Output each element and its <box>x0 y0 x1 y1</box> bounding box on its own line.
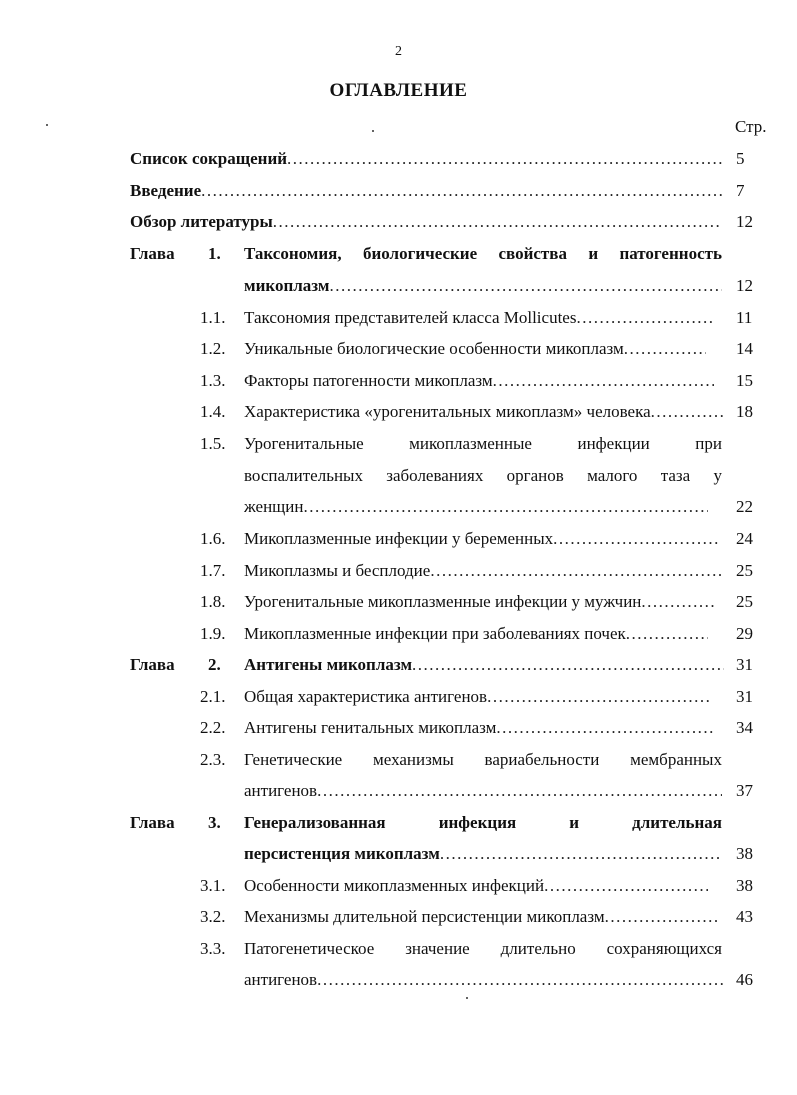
chapter-title-line[interactable]: Антигены микоплазм ..... <box>244 649 724 680</box>
toc-entry-text: Введение <box>130 181 202 200</box>
page-title: ОГЛАВЛЕНИЕ <box>329 80 468 101</box>
toc-entry-page: 37 <box>736 781 753 800</box>
section-number: 3.1. <box>200 876 226 895</box>
chapter-number: 1. <box>208 244 221 263</box>
toc-entry-introduction[interactable] <box>130 175 722 206</box>
toc-section-1-5-line2[interactable]: воспалительных заболеваниях органов малого таза у <box>244 466 722 485</box>
chapter-number: 3. <box>208 813 221 832</box>
chapter-label: Глава <box>130 655 175 674</box>
chapter-number: 2. <box>208 655 221 674</box>
toc-section-1-5-line3[interactable]: женщин ..... <box>244 491 708 522</box>
section-number: 3.3. <box>200 939 226 958</box>
chapter-title-line[interactable]: микоплазм ..... <box>244 270 722 301</box>
page-number: 2 <box>395 44 402 59</box>
toc-entry-page: 34 <box>736 718 753 737</box>
toc-entry-page: 7 <box>736 181 745 200</box>
toc-entry-page: 31 <box>736 687 753 706</box>
toc-entry-text: Список сокращений <box>130 149 288 168</box>
toc-entry-page: 31 <box>736 655 753 674</box>
toc-entry-page: 25 <box>736 592 753 611</box>
toc-section-3-2[interactable]: Механизмы длительной персистенции микоплазм ..... <box>244 901 720 932</box>
scan-speck <box>372 130 374 132</box>
section-number: 1.9. <box>200 624 226 643</box>
toc-section-1-6[interactable]: Микоплазменные инфекции у беременных ..... <box>244 523 720 554</box>
toc-entry-page: 43 <box>736 907 753 926</box>
toc-entry-page: 18 <box>736 402 753 421</box>
toc-entry-page: 38 <box>736 876 753 895</box>
toc-entry-page: 12 <box>736 212 753 231</box>
section-number: 1.6. <box>200 529 226 548</box>
toc-entry-page: 14 <box>736 339 753 358</box>
toc-section-2-3-line1[interactable]: Генетические механизмы вариабельности мембранных <box>244 750 722 769</box>
toc-entry-page: 46 <box>736 970 753 989</box>
section-number: 1.3. <box>200 371 226 390</box>
section-number: 3.2. <box>200 907 226 926</box>
toc-entry-page: 11 <box>736 308 753 327</box>
toc-section-1-8[interactable]: Урогенитальные микоплазменные инфекции у мужчин ..... <box>244 586 714 617</box>
toc-entry-page: 22 <box>736 497 753 516</box>
section-number: 1.4. <box>200 402 226 421</box>
toc-entry-page: 24 <box>736 529 753 548</box>
toc-entry-text: Обзор литературы <box>130 212 273 231</box>
toc-section-1-7[interactable]: Микоплазмы и бесплодие ..... <box>244 555 724 586</box>
section-number: 2.2. <box>200 718 226 737</box>
toc-entry-abbreviations[interactable] <box>130 143 722 174</box>
toc-entry-page: 25 <box>736 561 753 580</box>
toc-section-1-9[interactable]: Микоплазменные инфекции при заболеваниях почек ..... <box>244 618 708 649</box>
chapter-title-line[interactable]: персистенция микоплазм ..... <box>244 838 722 869</box>
section-number: 1.1. <box>200 308 226 327</box>
toc-section-3-3-line2[interactable]: антигенов ..... <box>244 964 724 995</box>
toc-section-1-5-line1[interactable]: Урогенитальные микоплазменные инфекции при <box>244 434 722 453</box>
toc-section-1-2[interactable]: Уникальные биологические особенности микоплазм ..... <box>244 333 706 364</box>
chapter-label: Глава <box>130 813 175 832</box>
page-column-header: Стр. <box>735 117 767 136</box>
toc-entry-page: 38 <box>736 844 753 863</box>
toc-entry-page: 15 <box>736 371 753 390</box>
toc-entry-page: 12 <box>736 276 753 295</box>
section-number: 2.1. <box>200 687 226 706</box>
chapter-title-line[interactable]: Генерализованная инфекция и длительная <box>244 813 722 832</box>
toc-section-2-3-line2[interactable]: антигенов ..... <box>244 775 722 806</box>
section-number: 2.3. <box>200 750 226 769</box>
scan-speck <box>46 124 48 126</box>
chapter-label: Глава <box>130 244 175 263</box>
toc-section-2-2[interactable]: Антигены генитальных микоплазм ..... <box>244 712 714 743</box>
toc-section-3-3-line1[interactable]: Патогенетическое значение длительно сохраняющихся <box>244 939 722 958</box>
toc-section-1-3[interactable]: Факторы патогенности микоплазм ..... <box>244 365 714 396</box>
toc-entry-page: 5 <box>736 149 745 168</box>
chapter-title-line[interactable]: Таксономия, биологические свойства и патогенность <box>244 244 722 263</box>
section-number: 1.7. <box>200 561 226 580</box>
scan-speck <box>466 997 468 999</box>
toc-entry-literature-review[interactable] <box>130 206 722 237</box>
toc-section-3-1[interactable]: Особенности микоплазменных инфекций ..... <box>244 870 708 901</box>
section-number: 1.8. <box>200 592 226 611</box>
toc-entry-page: 29 <box>736 624 753 643</box>
toc-section-1-1[interactable]: Таксономия представителей класса Mollicutes ..... <box>244 302 712 333</box>
toc-section-2-1[interactable]: Общая характеристика антигенов ..... <box>244 681 712 712</box>
section-number: 1.5. <box>200 434 226 453</box>
toc-section-1-4[interactable]: Характеристика «урогенитальных микоплазм» человека ..... <box>244 396 726 427</box>
section-number: 1.2. <box>200 339 226 358</box>
